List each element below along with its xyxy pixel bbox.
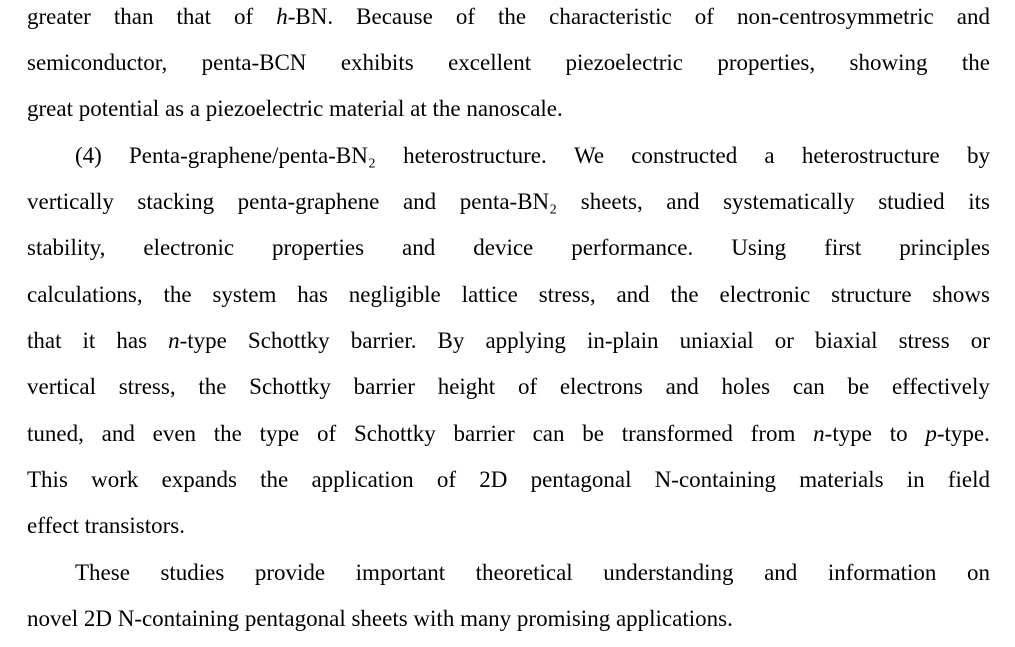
- text-line: [27, 94, 990, 124]
- word: 2D: [479, 467, 508, 492]
- word: or: [774, 328, 794, 353]
- word: first: [824, 235, 862, 260]
- word: stress,: [118, 374, 176, 399]
- word: height: [437, 374, 496, 399]
- word: exhibits: [340, 50, 414, 75]
- word: stress,: [538, 282, 596, 307]
- word: (4): [75, 143, 102, 168]
- word: Because: [356, 4, 433, 29]
- word: that: [27, 328, 62, 353]
- word: of: [436, 467, 457, 492]
- word: on: [966, 560, 990, 585]
- word: of: [694, 4, 714, 29]
- word: systematically: [723, 189, 855, 214]
- word: excellent: [448, 50, 532, 75]
- word: principles: [899, 235, 990, 260]
- text-line: [27, 419, 990, 449]
- text-line: [27, 326, 990, 356]
- word: n-type: [813, 421, 872, 446]
- word: semiconductor,: [27, 50, 168, 75]
- text-line: [27, 48, 990, 78]
- word: and: [616, 282, 650, 307]
- word: novel 2D N-containing pentagonal sheets with many promising applications.: [27, 606, 733, 631]
- word: stability,: [27, 235, 106, 260]
- word: device: [473, 235, 534, 260]
- word: can: [792, 374, 825, 399]
- word: be: [847, 374, 870, 399]
- text-line: [27, 187, 990, 217]
- word: electronic: [719, 282, 811, 307]
- word: Schottky: [353, 421, 436, 446]
- word: p-type.: [925, 421, 990, 446]
- word: the: [961, 50, 990, 75]
- word: the: [498, 4, 527, 29]
- word: greater: [27, 4, 91, 29]
- word: and: [101, 421, 135, 446]
- word: a: [764, 143, 775, 168]
- word: and: [665, 374, 699, 399]
- word: or: [970, 328, 990, 353]
- word: of: [517, 374, 538, 399]
- word: heterostructure: [801, 143, 940, 168]
- text-line: [75, 558, 990, 588]
- word: By: [437, 328, 465, 353]
- word: can: [532, 421, 565, 446]
- text-line: [27, 280, 990, 310]
- word: application: [311, 467, 414, 492]
- word: This: [27, 467, 68, 492]
- word: barrier: [453, 421, 515, 446]
- word: applying: [485, 328, 566, 353]
- word: performance.: [571, 235, 694, 260]
- word: studied: [878, 189, 945, 214]
- word: even: [152, 421, 197, 446]
- word: constructed: [631, 143, 738, 168]
- text-line: [27, 372, 990, 402]
- word: the: [163, 282, 192, 307]
- word: has: [297, 282, 328, 307]
- word: theoretical: [475, 560, 573, 585]
- word: penta-graphene: [237, 189, 380, 214]
- word: electronic: [143, 235, 235, 260]
- word: sheets,: [580, 189, 643, 214]
- word: stress: [898, 328, 950, 353]
- word: be: [582, 421, 604, 446]
- word: of: [455, 4, 475, 29]
- word: type: [259, 421, 300, 446]
- word: information: [827, 560, 937, 585]
- word: in: [906, 467, 925, 492]
- word: Schottky: [249, 374, 331, 399]
- word: calculations,: [27, 282, 143, 307]
- word: holes: [721, 374, 771, 399]
- word: electrons: [559, 374, 643, 399]
- word: the: [670, 282, 699, 307]
- word: penta-BN₂: [459, 189, 558, 214]
- word: showing: [849, 50, 928, 75]
- word: barrier.: [350, 328, 417, 353]
- word: structure: [831, 282, 912, 307]
- word: vertically: [27, 189, 114, 214]
- word: negligible: [348, 282, 441, 307]
- word: pentagonal: [530, 467, 632, 492]
- word: non-centrosymmetric: [737, 4, 934, 29]
- word: the: [213, 421, 242, 446]
- word: lattice: [461, 282, 518, 307]
- word: properties: [272, 235, 365, 260]
- word: work: [91, 467, 139, 492]
- word: These: [75, 560, 130, 585]
- word: shows: [932, 282, 990, 307]
- text-line: [27, 604, 990, 634]
- word: N-containing: [654, 467, 777, 492]
- word: and: [956, 4, 990, 29]
- word: the: [260, 467, 289, 492]
- word: system: [212, 282, 277, 307]
- word: effectively: [891, 374, 990, 399]
- word: and: [764, 560, 798, 585]
- word: and: [402, 235, 436, 260]
- word: properties,: [717, 50, 816, 75]
- word: barrier: [353, 374, 415, 399]
- word: stacking: [137, 189, 215, 214]
- word: transformed: [621, 421, 733, 446]
- text-line: [75, 141, 990, 171]
- word: it: [82, 328, 96, 353]
- word: important: [355, 560, 446, 585]
- word: provide: [254, 560, 326, 585]
- word: by: [966, 143, 990, 168]
- word: its: [968, 189, 990, 214]
- word: and: [402, 189, 437, 214]
- word: than: [113, 4, 154, 29]
- word: piezoelectric: [565, 50, 683, 75]
- word: n-type: [168, 328, 227, 353]
- word: penta-BCN: [201, 50, 307, 75]
- word: vertical: [27, 374, 96, 399]
- word: uniaxial: [679, 328, 754, 353]
- word: materials: [799, 467, 884, 492]
- word: Using: [731, 235, 787, 260]
- text-line: [27, 511, 990, 541]
- text-line: [27, 2, 990, 32]
- word: Penta-graphene/penta-BN₂: [129, 143, 376, 168]
- word: expands: [161, 467, 237, 492]
- word: biaxial: [814, 328, 878, 353]
- word: and: [666, 189, 700, 214]
- word: effect transistors.: [27, 513, 185, 538]
- word: has: [116, 328, 148, 353]
- text-line: [27, 233, 990, 263]
- word: Schottky: [247, 328, 330, 353]
- word: h-BN.: [276, 4, 334, 29]
- word: to: [889, 421, 908, 446]
- word: understanding: [603, 560, 734, 585]
- word: that: [176, 4, 212, 29]
- word: in-plain: [586, 328, 659, 353]
- text-line: [27, 465, 990, 495]
- word: of: [234, 4, 254, 29]
- word: studies: [160, 560, 225, 585]
- word: great potential as a piezoelectric material at the nanoscale.: [27, 96, 563, 121]
- word: heterostructure.: [403, 143, 547, 168]
- word: of: [317, 421, 337, 446]
- word: the: [198, 374, 227, 399]
- word: from: [750, 421, 796, 446]
- word: We: [573, 143, 605, 168]
- word: field: [947, 467, 990, 492]
- word: tuned,: [27, 421, 84, 446]
- word: characteristic: [549, 4, 672, 29]
